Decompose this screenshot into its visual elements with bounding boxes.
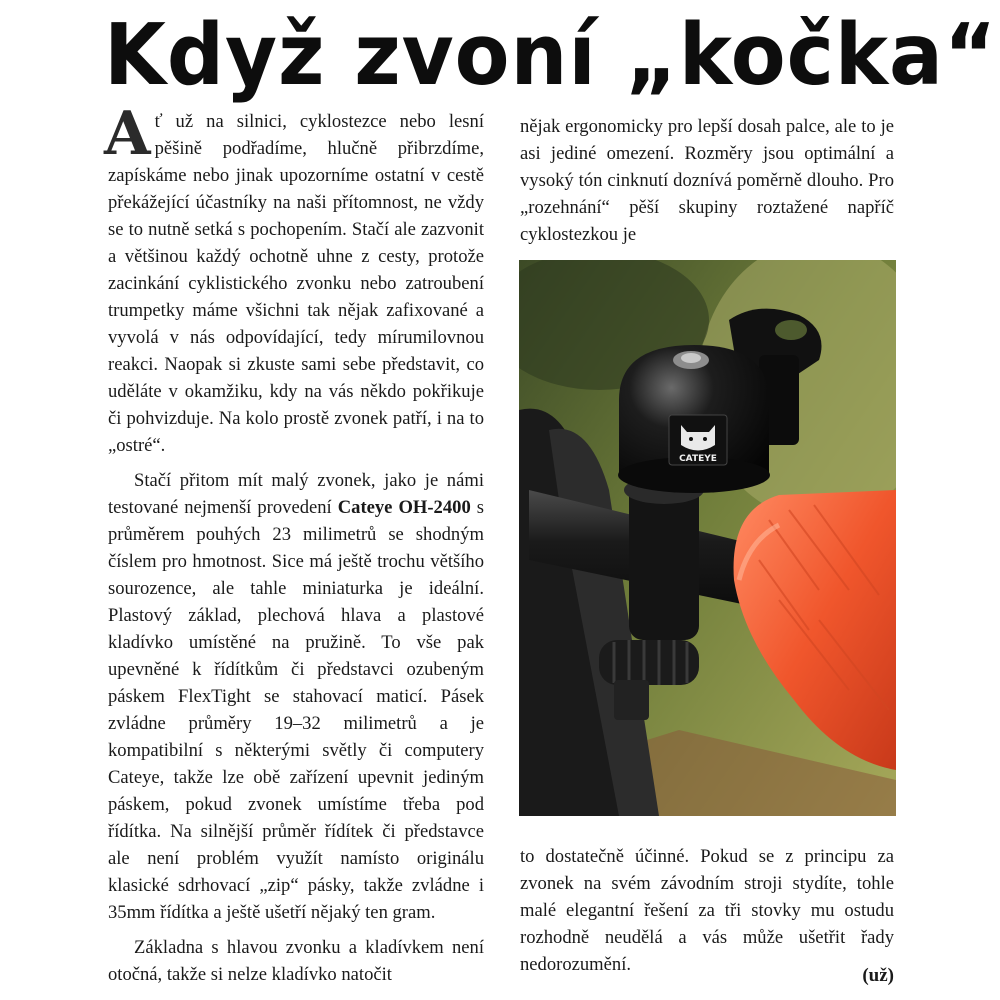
- paragraph-1: [104, 99, 484, 459]
- bell-photo-illustration: [519, 260, 896, 816]
- left-column: [104, 99, 484, 988]
- paragraph-5: to dostatečně účinné. Pokud se z principu za zvonek na svém závodním stroji stydíte, tohle malé elegantní řešení za tři stovky mu ostudu rozhodně neudělá a vás může ušetřit řady nedorozumění.: [520, 846, 894, 975]
- paragraph-2-text-a: Stačí přitom mít malý zvonek, jako je námi testované nejmenší provedení: [108, 470, 484, 518]
- paragraph-2-text-b: s průměrem pouhých 23 milimetrů se shodným číslem pro hmotnost. Sice má ještě trochu většího sourozence, ale tahle miniaturka je ideální. Plastový základ, plechová hlava a plastové kladívko umístěné na pružině. To vše pak upevněné k řídítkům či představci ozubeným páskem FlexTight se stahovací maticí. Pásek zvládne průměry 19–32 milimetrů a je kompatibilní s některými světly či computery Cateye, takže lze obě zařízení upevnit jediným páskem, pokud zvonek umístíme třeba pod řídítka. Na silnější průměr řídítek či představce ale není problém využít namísto originálu klasické sdrhovací „zip“ pásky, takže zvládne i 35mm řídítka a ještě ušetří nějaký ten gram.: [108, 497, 484, 923]
- cateye-logo-icon: [669, 415, 727, 465]
- right-column-top: [520, 113, 894, 248]
- author-signature: (už): [862, 965, 894, 986]
- bell-brand-label: CATEYE: [679, 454, 717, 464]
- paragraph-1-text: ť už na silnici, cyklostezce nebo lesní pěšině podřadíme, hlučně přibrzdíme, zapískáme nebo jinak upozorníme ostatní v cestě překážející účastníky na naši přítomnost, ne vždy se to nutně setká s pochopením. Stačí ale zazvonit a většinou každý ochotně uhne z cesty, protože zacinkání cyklistického zvonku nebo zatroubení trumpetky máme všichni tak nějak zafixované a vyvolá v nás odpovídající, tedy mírumilovnou reakci. Naopak si zkuste sami sebe představit, co uděláte v okamžiku, kdy na vás někdo pokřikuje či pohvizduje. Na kolo prostě zvonek patří, i na to „ostré“.: [108, 111, 484, 456]
- product-photo: [519, 260, 896, 816]
- product-name: Cateye OH-2400: [337, 497, 471, 518]
- right-column-bottom: [520, 843, 894, 978]
- paragraph-2: [108, 467, 484, 926]
- paragraph-3: Základna s hlavou zvonku a kladívkem není otočná, takže si nelze kladívko natočit: [108, 937, 484, 985]
- paragraph-4: nějak ergonomicky pro lepší dosah palce, ale to je asi jediné omezení. Rozměry jsou optimální a vysoký tón cinknutí doznívá poměrně dlouho. Pro „rozehnání“ pěší skupiny roztažené napříč cyklostezkou je: [520, 116, 894, 245]
- article-title: Když zvoní „kočka“: [104, 6, 998, 105]
- drop-cap: A: [104, 99, 151, 169]
